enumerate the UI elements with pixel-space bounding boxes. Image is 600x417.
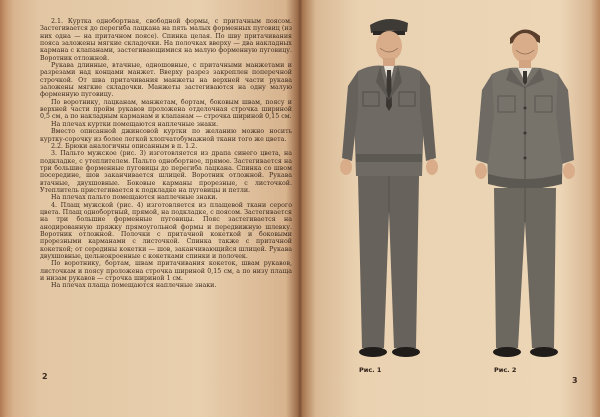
figure-2-caption: Рис. 2 [494,366,517,374]
paragraph: Вместо описанной джинсовой куртки по желанию можно носить куртку-сорочку из более легкой хлопчатобумажной ткани того же цвета. [40,128,292,143]
paragraph: 2.2. Брюки аналогичны описанным в п. 1.2. [51,142,198,150]
paragraph: Рукава длинные, втачные, одношовные, с притачными манжетами и разрезами над концами манжет. Вверху разрез закреплен поперечной строчкой. От шва притачивания манжеты на верхней части рукава заложены мягкие складочки. Манжеты застегиваются на одну малую форменную пуговицу. [40,62,292,99]
paragraph: 2.1. Куртка однобортная, свободной формы, с притачным поясом. Застегивается до перегиба лацкана на пять малых форменных пуговиц (из них одна — на притачном поясе). Спинка целая. По шву притачивания пояса заложены мягкие складочки. На полочках вверху — два накладных кармана с клапанами, застегивающимися на малую форменную пуговицу. Воротник отложной. [40,18,292,62]
paragraph: 4. Плащ мужской (рис. 4) изготовляется из плащевой ткани серого цвета. Плащ однобортный, прямой, на подкладке, с поясом. Застегивается на три большие форменные пуговицы. Пояс застегивается на анодированную пряжку прямоугольной формы и передвижную шлевку. Воротник отложной. Полочки с притачной кокеткой и боковыми прорезными карманами с листочкой. Спинка также с притачной кокеткой; от середины кокетки — шов, заканчивающийся шлицей. Рукава двухшовные, цельнокроенные с кокетками спинки и полочек. [40,201,292,260]
figure-1-caption: Рис. 1 [359,366,382,374]
right-page [304,8,594,412]
paragraph: 3. Пальто мужское (рис. 3) изготовляется из драпа синего цвета, на подкладке, с утеплителем. Пальто однобортное, прямое. Застегивается на три большие форменные пуговицы до перегиба лацкана. Спинка со швом посередине, шов заканчивается шлицей. Воротник отложной. Рукава втачные, двухшовные. Боковые карманы прорезные, с листочкой. Утеплитель пристегивается к подкладке на пуговицы и петли. [40,150,292,194]
left-page [10,8,294,412]
paragraph: По воротнику, лацканам, манжетам, бортам, боковым швам, поясу и верхней части пройм рукавов проложена отделочная строчка шириной 0,5 см, а по накладным карманам и клапанам — строчка шириной 0,15 см. [40,98,292,121]
paragraph: По воротнику, бортам, швам притачивания кокеток, швам рукавов, листочкам и поясу проложена строчка шириной 0,15 см, а по низу плаща и низам рукавов — строчка шириной 1 см. [40,260,292,283]
paragraph: На плечах куртки помещаются наплечные знаки. [51,120,219,128]
left-page-text [40,18,292,290]
page-number-left: 2 [42,372,48,381]
page-number-right: 3 [572,376,578,385]
figure-2-illustration [454,8,594,380]
paragraph: На плечах пальто помещаются наплечные знаки. [51,194,218,202]
figure-1-illustration [318,8,458,380]
paragraph: На плечах плаща помещаются наплечные знаки. [51,282,217,290]
